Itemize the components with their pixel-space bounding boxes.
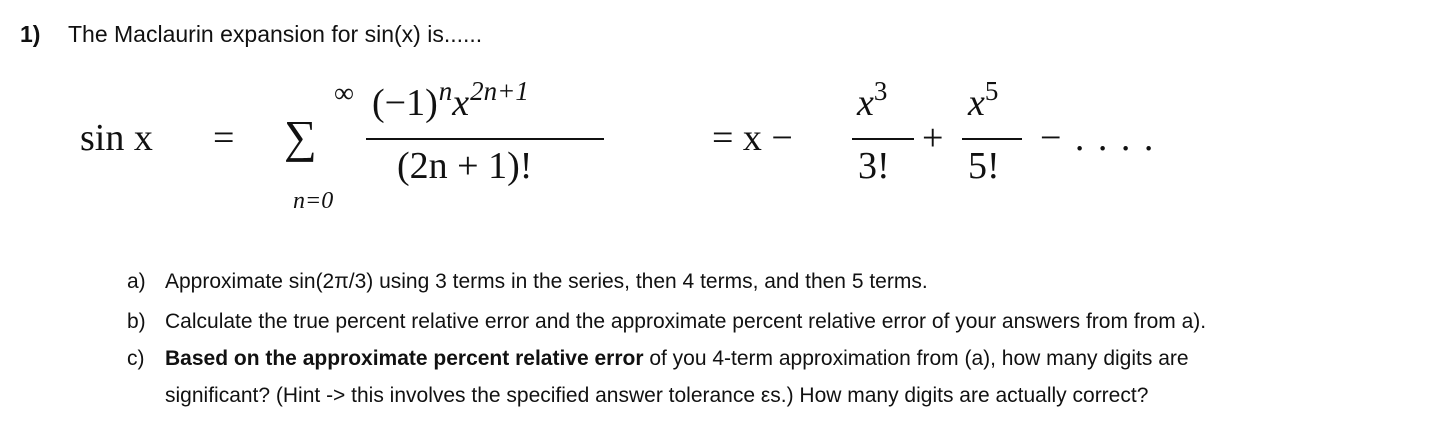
general-term-fraction-bar <box>366 138 604 140</box>
general-term-denominator: (2n + 1)! <box>397 145 533 187</box>
part-b-text: Calculate the true percent relative error and the approximate percent relative error of your answers from from a). <box>165 310 1207 333</box>
term2-fraction-bar <box>852 138 914 140</box>
expansion-tail: − . . . . <box>1040 117 1156 159</box>
part-a-text: Approximate sin(2π/3) using 3 terms in the series, then 4 terms, and then 5 terms. <box>165 270 928 293</box>
general-term-numerator: $(-1)^nx^{2n+1}$ <box>372 76 529 124</box>
plus-sign: + <box>922 117 944 159</box>
term2-numerator: $x^3$ <box>857 76 888 124</box>
question-intro: The Maclaurin expansion for sin(x) is...... <box>68 21 483 47</box>
part-a-label: a) <box>127 270 146 293</box>
part-c-line1 <box>165 347 1189 371</box>
part-c-label: c) <box>127 347 145 370</box>
question-number: 1) <box>20 21 41 47</box>
summation-upper-limit: ∞ <box>334 78 354 109</box>
term3-numerator: $x^5$ <box>968 76 999 124</box>
part-c-line2: significant? (Hint -> this involves the specified answer tolerance εs.) How many digits are actually correct? <box>165 384 1149 407</box>
part-c-text-1: of you 4-term approximation from (a), how many digits are <box>643 347 1189 370</box>
summation-lower-limit: n=0 <box>293 188 334 214</box>
summation-symbol: ∑ <box>284 111 317 162</box>
term3-fraction-bar <box>962 138 1022 140</box>
term2-denominator: 3! <box>858 145 890 187</box>
expansion-start: = x − <box>712 117 793 159</box>
part-b-label: b) <box>127 310 146 333</box>
term3-denominator: 5! <box>968 145 1000 187</box>
formula-lhs: sin x <box>80 117 153 159</box>
formula-equals: = <box>213 117 235 159</box>
part-c-bold-text: Based on the approximate percent relative error <box>165 347 644 370</box>
